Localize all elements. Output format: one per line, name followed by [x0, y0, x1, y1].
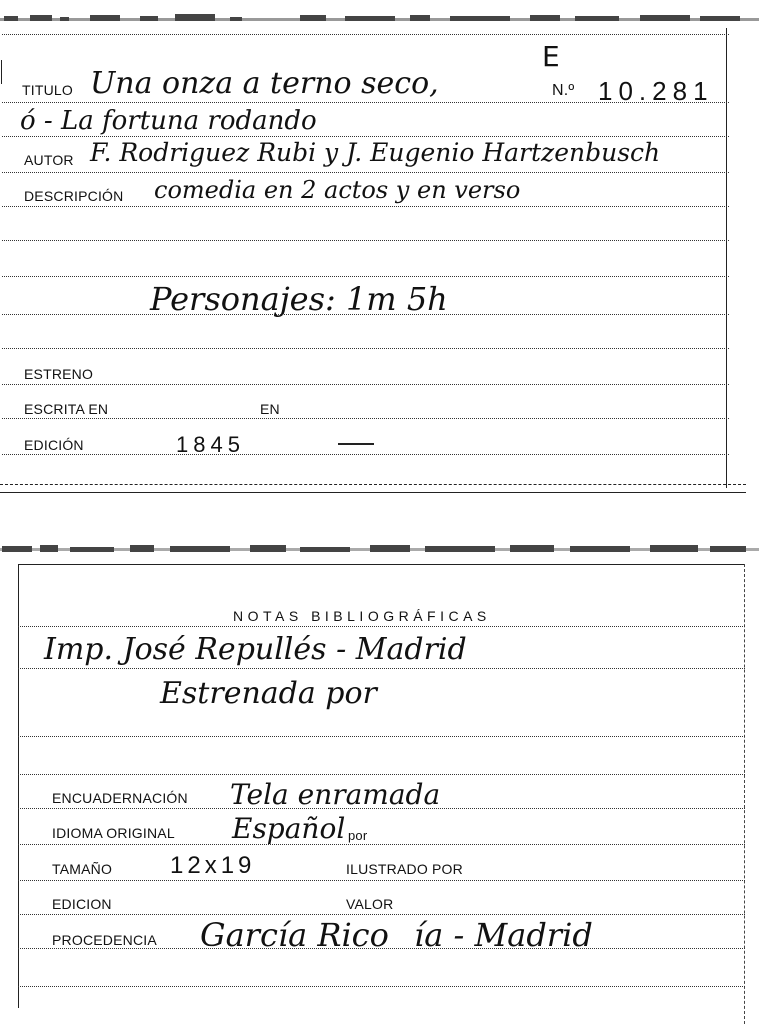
estreno-label: ESTRENO [24, 366, 94, 382]
encuadernacion-label: ENCUADERNACIÓN [52, 790, 188, 806]
rule-line [18, 736, 745, 737]
rule-line [18, 808, 745, 809]
procedencia-value: García Rico [200, 916, 389, 954]
descripcion-value: comedia en 2 actos y en verso [154, 176, 521, 204]
catalog-card-bottom [0, 538, 759, 1028]
rule-line [2, 102, 729, 103]
left-border [18, 564, 19, 1008]
tamano-label: TAMAÑO [52, 861, 113, 877]
scan-noise-graphic [0, 12, 759, 28]
titulo-label: TITULO [22, 82, 73, 98]
rule-line [18, 948, 745, 949]
rule-line [18, 844, 745, 845]
rule-line [2, 240, 729, 241]
rule-line [18, 914, 745, 915]
tamano-value: 12x19 [170, 852, 256, 879]
left-edge-mark [1, 60, 2, 84]
escrita-en-label: ESCRITA EN [24, 401, 109, 417]
rule-line [2, 454, 729, 455]
encuadernacion-value: Tela enramada [230, 778, 441, 811]
autor-label: AUTOR [24, 152, 74, 168]
letter-mark: E [542, 40, 560, 73]
rule-line [18, 986, 745, 987]
right-border [744, 564, 745, 1024]
rule-line [2, 206, 729, 207]
en-label: EN [260, 401, 280, 417]
rule-line [2, 136, 729, 137]
edicion-label: EDICIÓN [24, 437, 84, 453]
descripcion-label: DESCRIPCIÓN [24, 188, 124, 204]
rule-line [2, 348, 729, 349]
rule-line [18, 880, 745, 881]
personajes-value: Personajes: 1m 5h [150, 280, 448, 318]
idioma-label: IDIOMA ORIGINAL [52, 825, 175, 841]
autor-value: F. Rodriguez Rubi y J. Eugenio Hartzenbusch [90, 138, 661, 167]
titulo-value: Una onza a terno seco, [90, 66, 439, 101]
edicion-value: 1845 [176, 432, 245, 457]
rule-line [2, 314, 729, 315]
card-bottom-border [0, 492, 746, 493]
titulo-value-continued: ó - La fortuna rodando [20, 106, 317, 136]
procedencia-label: PROCEDENCIA [52, 932, 157, 948]
por-label: por [348, 828, 368, 843]
notas-heading: NOTAS BIBLIOGRÁFICAS [233, 608, 491, 624]
rule-line [18, 668, 745, 669]
idioma-value: Español [232, 812, 346, 845]
valor-label: VALOR [346, 896, 394, 912]
imprenta-value: Imp. José Repullés - Madrid [44, 632, 467, 667]
rule-line [2, 34, 729, 35]
numero-value: 10.281 [598, 76, 714, 106]
pencil-dash [338, 443, 374, 445]
rule-line [18, 626, 745, 627]
rule-line [18, 774, 745, 775]
rule-line [2, 418, 729, 419]
card-top-border [18, 564, 744, 565]
ilustrado-label: ILUSTRADO POR [346, 861, 463, 877]
edicion-label: EDICION [52, 896, 112, 912]
catalog-card-top [0, 0, 759, 500]
right-border [726, 28, 727, 488]
rule-line [2, 384, 729, 385]
scan-noise-top-edge [0, 12, 759, 28]
procedencia-value-continued: ía - Madrid [414, 916, 593, 954]
rule-line [2, 276, 729, 277]
rule-line [2, 172, 729, 173]
scan-noise-top-edge [0, 542, 759, 558]
estrenada-value: Estrenada por [160, 676, 377, 711]
numero-label: N.º [552, 82, 575, 99]
scan-noise-graphic [0, 542, 759, 558]
card-bottom-edge [0, 484, 746, 485]
